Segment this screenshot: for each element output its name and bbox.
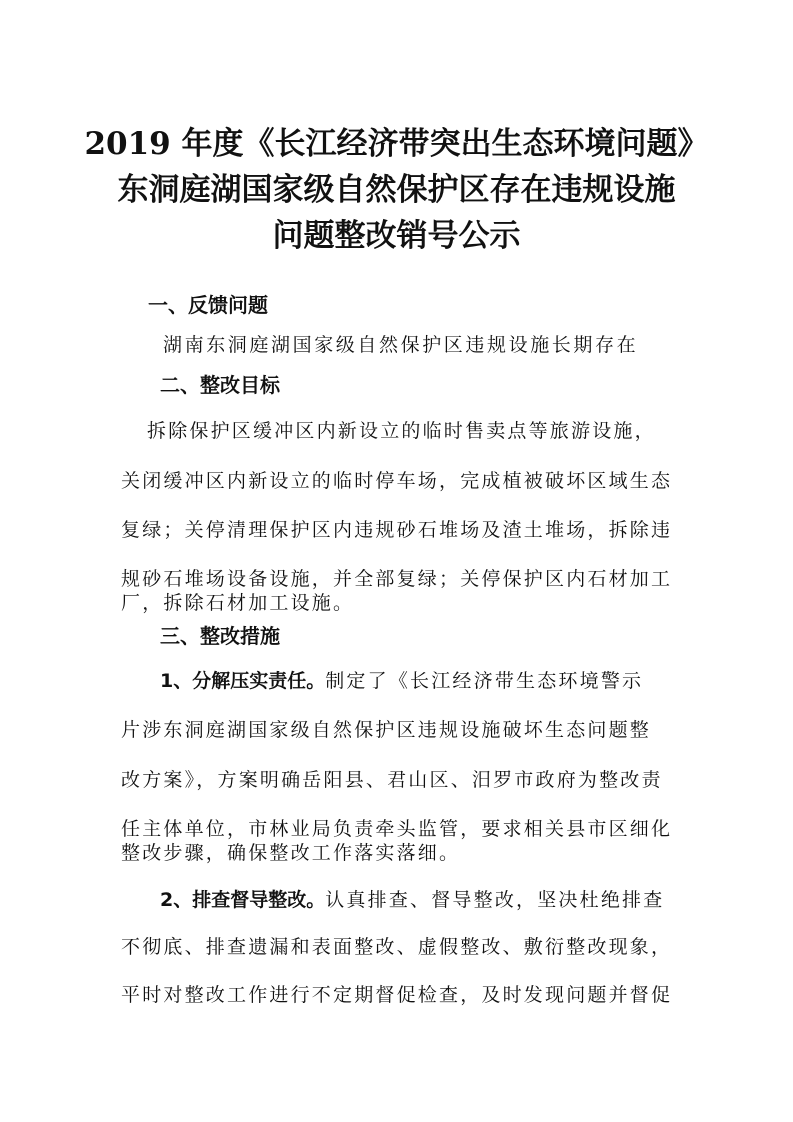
measure-2-first: 认真排查、督导整改，坚决杜绝排查 [325,889,665,911]
measure-2-first-line [160,887,664,913]
document-title [0,121,793,259]
measure-1-first: 制定了《长江经济带生态环境警示 [325,670,644,692]
title-line-1: 2019 年度《长江经济带突出生态环境问题》 [84,126,709,162]
section-heading-measures: 三、整改措施 [160,624,280,648]
title-line-3: 问题整改销号公示 [272,218,521,254]
feedback-text: 湖南东洞庭湖国家级自然保护区违规设施长期存在 [163,334,639,356]
section-heading-feedback: 一、反馈问题 [148,293,268,317]
goal-line-1: 拆除保护区缓冲区内新设立的临时售卖点等旅游设施， [147,420,656,442]
goal-line-4: 规砂石堆场设备设施，并全部复绿；关停保护区内石材加工 [121,568,673,590]
section-heading-goal: 二、整改目标 [160,373,280,397]
measure-1-lead: 1、分解压实责任。 [160,670,326,692]
goal-line-5: 厂，拆除石材加工设施。 [121,592,355,614]
measure-1-first-line [160,668,643,694]
measure-1-line-3: 改方案》，方案明确岳阳县、君山区、汨罗市政府为整改责 [121,769,663,791]
measure-2-line-2: 不彻底、排查遗漏和表面整改、虚假整改、敷衍整改现象， [121,936,673,958]
measure-2-line-3: 平时对整改工作进行不定期督促检查，及时发现问题并督促 [121,984,673,1006]
title-line-2: 东洞庭湖国家级自然保护区存在违规设施 [117,172,676,208]
measure-1-line-5: 整改步骤，确保整改工作落实落细。 [121,842,461,864]
measure-1-line-2: 片涉东洞庭湖国家级自然保护区违规设施破坏生态问题整 [121,719,652,741]
measure-2-lead: 2、排查督导整改。 [160,889,326,911]
goal-line-2: 关闭缓冲区内新设立的临时停车场，完成植被破坏区域生态 [121,470,673,492]
goal-line-3: 复绿；关停清理保护区内违规砂石堆场及渣土堆场，拆除违 [121,519,673,541]
measure-1-line-4: 任主体单位，市林业局负责牵头监管，要求相关县市区细化 [121,818,673,840]
